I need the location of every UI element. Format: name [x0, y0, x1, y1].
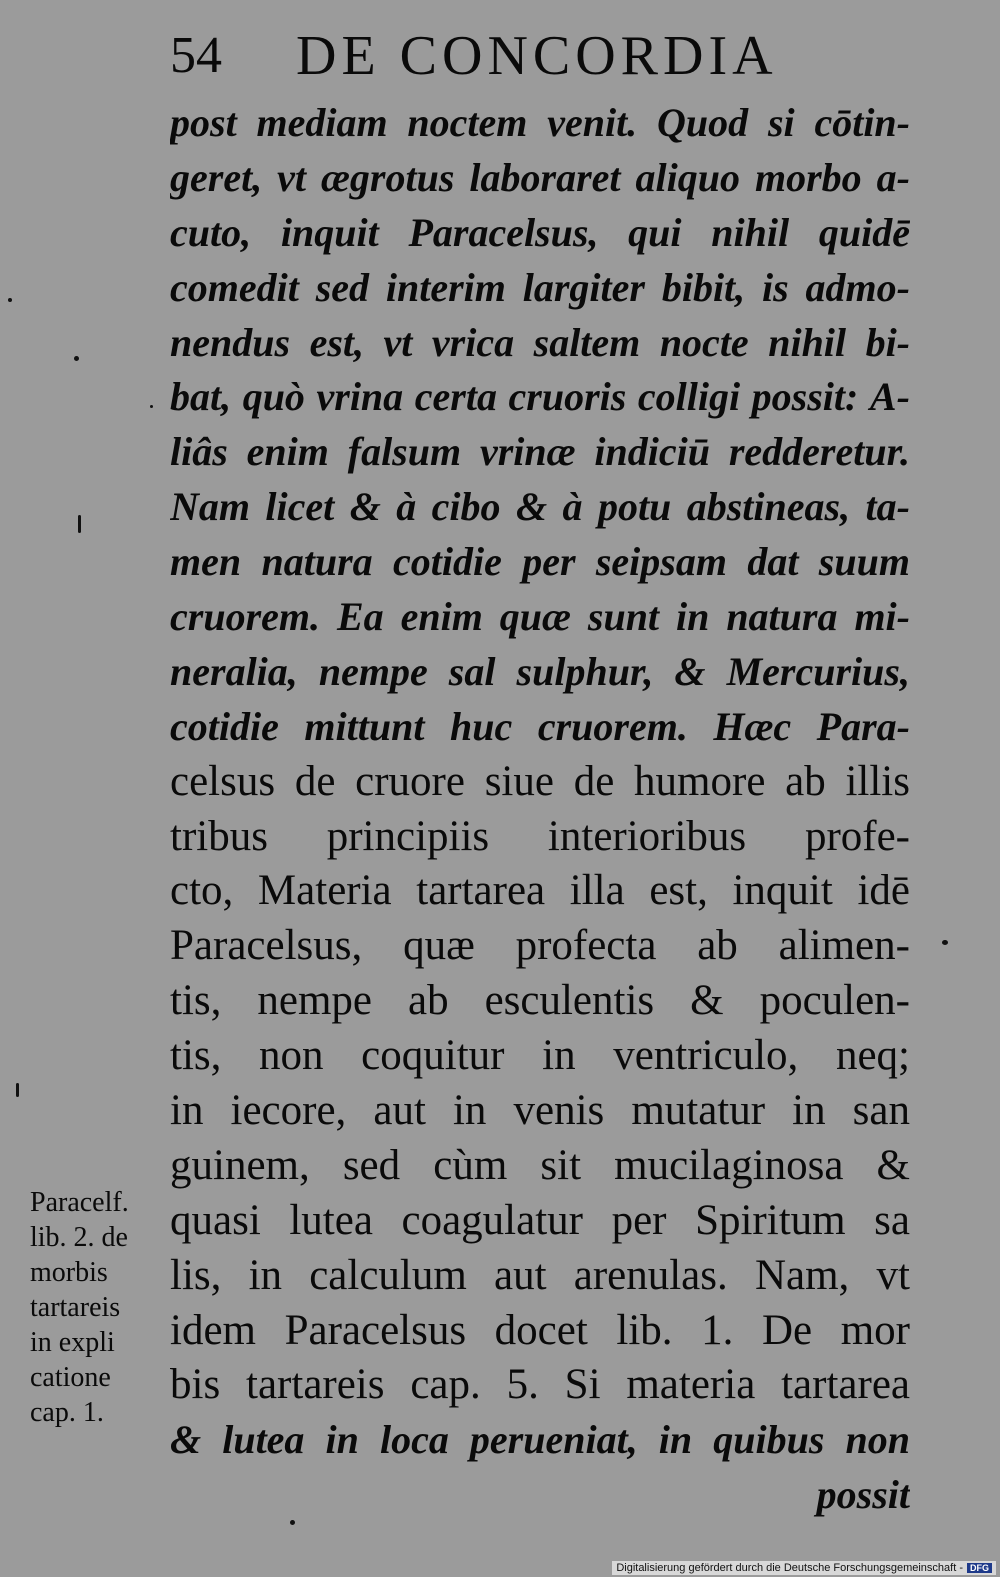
text-line: & lutea in loca perueniat, in quibus non: [170, 1417, 910, 1463]
text-line: Nam licet & à cibo & à potu abstineas, ta-: [170, 484, 910, 530]
text-line: tis, non coquitur in ventriculo, neq;: [170, 1032, 910, 1080]
marginal-note-line: in expli: [30, 1327, 115, 1358]
page-header: [170, 22, 930, 92]
text-line: liâs enim falsum vrinæ indiciū redderetur.: [170, 429, 910, 475]
page-number: 54: [170, 27, 222, 84]
text-line: bat, quò vrina certa cruoris colligi possit: A-: [170, 374, 910, 420]
marginal-note-line: Paracelf.: [30, 1187, 129, 1218]
text-line: cruorem. Ea enim quæ sunt in natura mi-: [170, 594, 910, 640]
marginal-note: [30, 1185, 160, 1430]
main-text-block: [170, 96, 910, 1523]
text-line: celsus de cruore siue de humore ab illis: [170, 757, 910, 805]
marginal-note-line: catione: [30, 1362, 111, 1393]
text-line: guinem, sed cùm sit mucilaginosa &: [170, 1141, 910, 1189]
text-line: in iecore, aut in venis mutatur in san: [170, 1087, 910, 1135]
text-line: cto, Materia tartarea illa est, inquit idē: [170, 867, 910, 915]
dfg-logo: DFG: [967, 1563, 992, 1573]
marginal-note-line: lib. 2. de: [30, 1222, 128, 1253]
text-line: nendus est, vt vrica saltem nocte nihil bi-: [170, 319, 910, 365]
text-line: geret, vt ægrotus laboraret aliquo morbo a-: [170, 154, 910, 200]
text-line: bis tartareis cap. 5. Si materia tartarea: [170, 1361, 910, 1409]
text-line: cuto, inquit Paracelsus, qui nihil quidē: [170, 209, 910, 255]
text-line: lis, in calculum aut arenulas. Nam, vt: [170, 1251, 910, 1299]
marginal-note-line: tartareis: [30, 1292, 121, 1323]
text-line: quasi lutea coagulatur per Spiritum sa: [170, 1196, 910, 1244]
credit-text: Digitalisierung gefördert durch die Deutsche Forschungsgemeinschaft -: [616, 1562, 963, 1574]
text-line: tribus principiis interioribus profe-: [170, 812, 910, 860]
marginal-note-line: cap. 1.: [30, 1397, 104, 1428]
text-line: idem Paracelsus docet lib. 1. De mor: [170, 1306, 910, 1354]
text-line: comedit sed interim largiter bibit, is admo-: [170, 264, 910, 310]
running-title: DE CONCORDIA: [296, 25, 778, 87]
digitization-credit: [612, 1561, 996, 1575]
text-line: neralia, nempe sal sulphur, & Mercurius,: [170, 648, 910, 694]
text-line: cotidie mittunt huc cruorem. Hæc Para-: [170, 703, 910, 749]
text-line: men natura cotidie per seipsam dat suum: [170, 539, 910, 585]
marginal-note-line: morbis: [30, 1257, 108, 1288]
text-line: tis, nempe ab esculentis & poculen-: [170, 977, 910, 1025]
text-line: Paracelsus, quæ profecta ab alimen-: [170, 922, 910, 970]
text-line: post mediam noctem venit. Quod si cōtin-: [170, 100, 910, 145]
catchword: possit: [816, 1472, 910, 1518]
